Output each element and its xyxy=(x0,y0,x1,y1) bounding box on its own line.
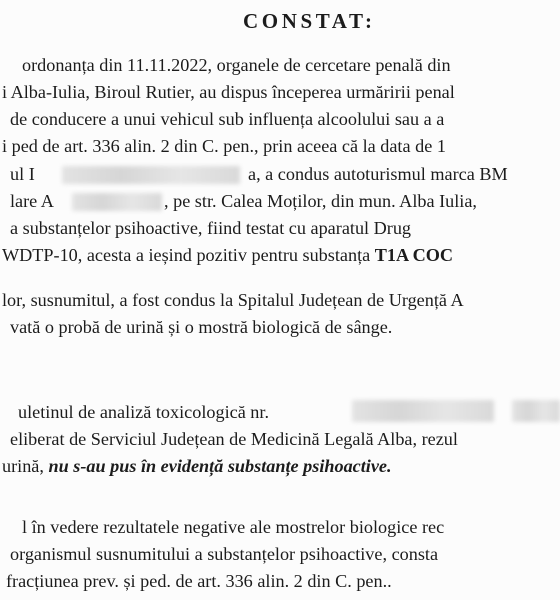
text-line-15: organismul susnumitului a substanțelor psihoactive, consta xyxy=(10,544,439,564)
redacted-bulletin-number xyxy=(352,400,494,422)
text-line-9: lor, susnumitul, a fost condus la Spitalul Județean de Urgență A xyxy=(2,290,464,310)
text-line-3: de conducere a unui vehicul sub influența alcoolului sau a a xyxy=(10,109,445,129)
redacted-name xyxy=(62,166,240,184)
text-line-14: l în vedere rezultatele negative ale mostrelor biologice rec xyxy=(22,517,445,537)
text-line-1: ordonanța din 11.11.2022, organele de cercetare penală din xyxy=(22,55,451,75)
text-line-7: a substanțelor psihoactive, fiind testat cu aparatul Drug xyxy=(10,218,412,238)
text-line-6-start: lare A xyxy=(10,191,54,211)
text-line-6-end: , pe str. Calea Moților, din mun. Alba Iulia, xyxy=(164,191,477,211)
redacted-plate xyxy=(72,193,162,211)
text-line-8 xyxy=(2,246,453,264)
text-line-8-main: WDTP-10, acesta a ieșind pozitiv pentru substanța xyxy=(2,245,371,265)
text-line-5-start: ul I xyxy=(10,164,35,184)
text-line-5-end: a, a condus autoturismul marca BM xyxy=(248,164,508,184)
text-line-13-main: urină, xyxy=(2,456,44,476)
text-line-11: uletinul de analiză toxicologică nr. xyxy=(18,402,270,422)
text-line-4: i ped de art. 336 alin. 2 din C. pen., prin aceea că la data de 1 xyxy=(2,136,446,156)
text-line-2: i Alba-Iulia, Biroul Rutier, au dispus începerea urmăririi penal xyxy=(2,82,455,102)
result-statement: nu s-au pus în evidență substanțe psihoactive. xyxy=(48,456,392,476)
document-heading: CONSTAT: xyxy=(243,9,376,33)
text-line-13 xyxy=(2,457,392,475)
text-line-10: vată o probă de urină și o mostră biologică de sânge. xyxy=(10,317,393,337)
substance-name: T1A COC xyxy=(374,245,454,265)
text-line-12: eliberat de Serviciul Județean de Medicină Legală Alba, rezul xyxy=(10,429,458,449)
text-line-16: fracțiunea prev. și ped. de art. 336 alin. 2 din C. pen.. xyxy=(6,571,392,591)
redacted-bulletin-date xyxy=(512,400,560,422)
